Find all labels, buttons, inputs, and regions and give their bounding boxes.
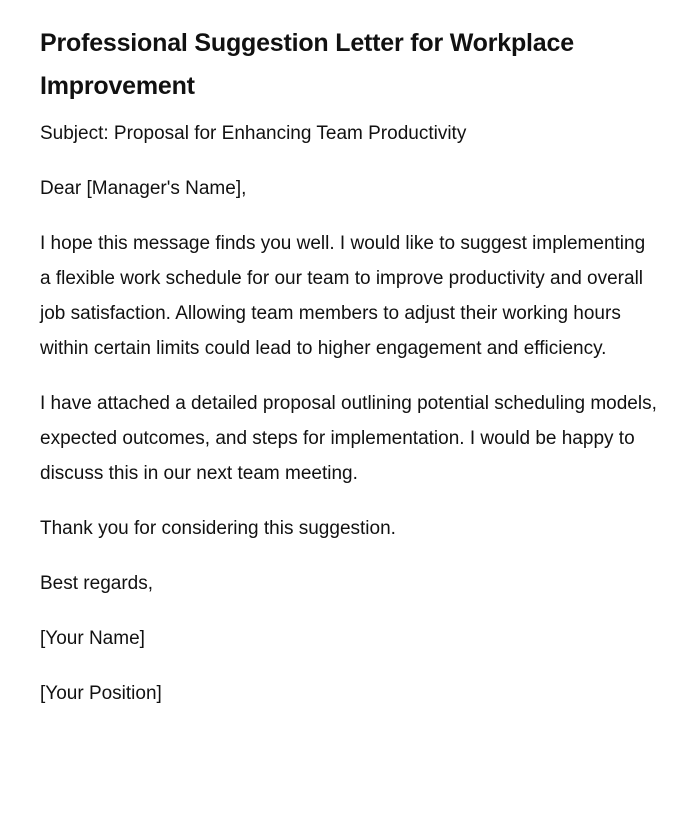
letter-body-paragraph-1: I hope this message finds you well. I would like to suggest implementing a flexible work schedule for our team to improve productivity and overall job satisfaction. Allowing team members to adjust their working hours within certain limits could lead to higher engagement and efficiency. — [40, 233, 646, 359]
letter-salutation: Dear [Manager's Name], — [40, 178, 247, 199]
letter-body-paragraph-2: I have attached a detailed proposal outlining potential scheduling models, expected outcomes, and steps for implementation. I would be happy to discuss this in our next team meeting. — [40, 393, 657, 484]
signature-name: [Your Name] — [40, 628, 145, 649]
signature-position: [Your Position] — [40, 683, 162, 704]
letter-subject: Subject: Proposal for Enhancing Team Productivity — [40, 123, 467, 144]
letter-closing: Best regards, — [40, 573, 153, 594]
letter-body-paragraph-3: Thank you for considering this suggestion. — [40, 518, 396, 539]
page-title: Professional Suggestion Letter for Workplace Improvement — [40, 29, 574, 100]
